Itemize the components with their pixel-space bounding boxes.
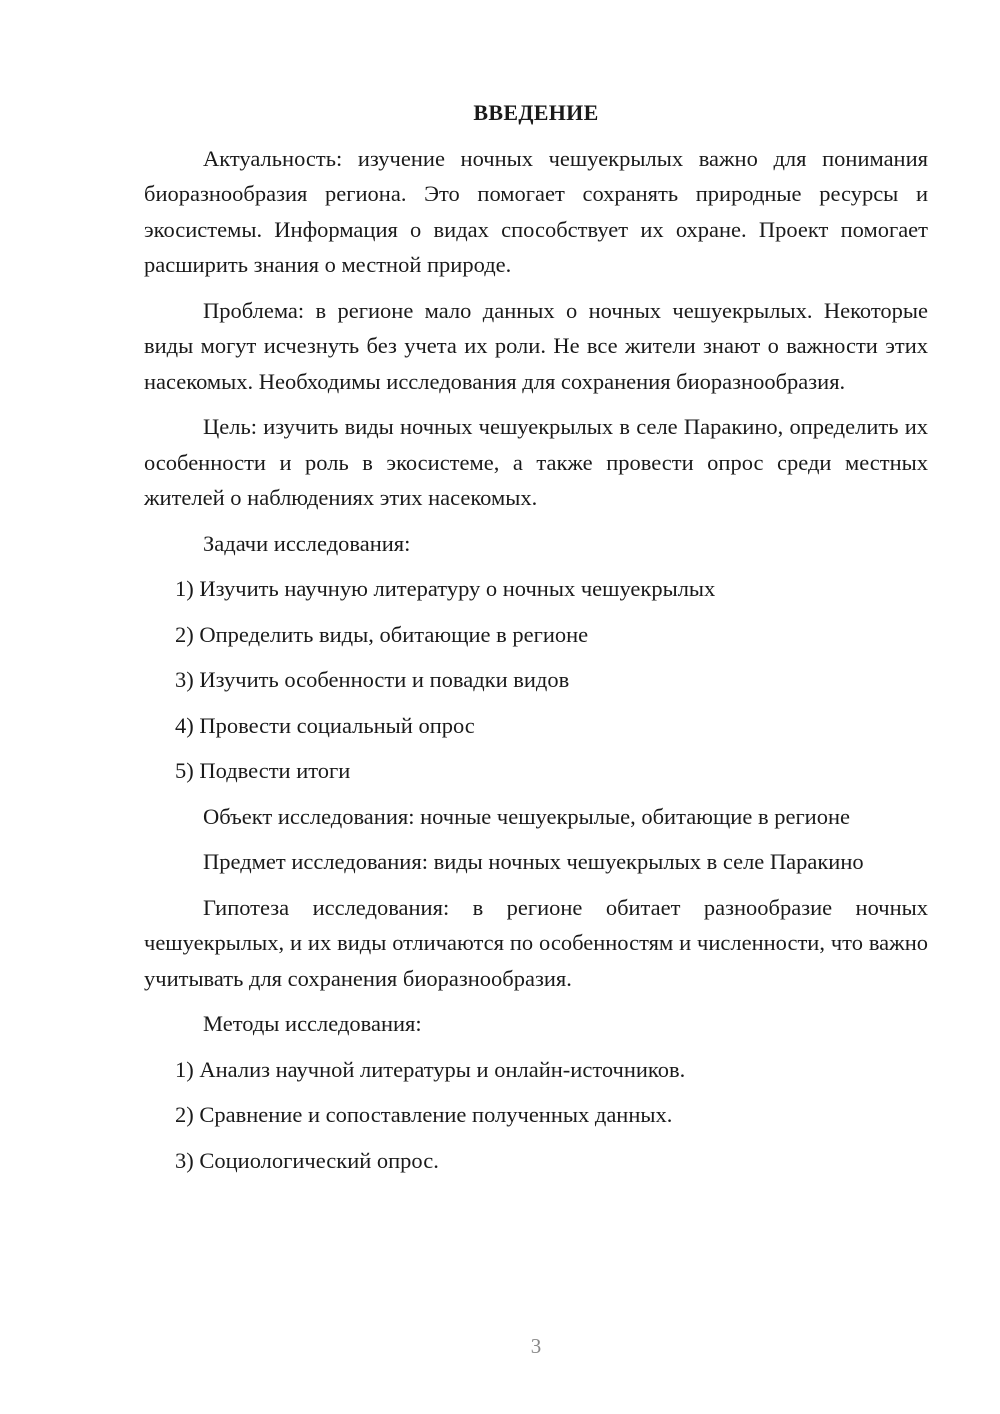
methods-heading: Методы исследования: <box>203 1011 422 1036</box>
tasks-heading: Задачи исследования: <box>203 530 411 556</box>
task-item: 1) Изучить научную литературу о ночных чешуекрылых <box>175 576 716 601</box>
goal-paragraph: Цель: изучить виды ночных чешуекрылых в селе Паракино, определить их особенности и роль в экосистеме, а также провести опрос среди местных жителей о наблюдениях этих насекомых. <box>144 414 928 510</box>
method-item: 3) Социологический опрос. <box>175 1147 439 1173</box>
page-content <box>144 95 928 1188</box>
task-item: 2) Определить виды, обитающие в регионе <box>175 621 589 647</box>
section-title: ВВЕДЕНИЕ <box>473 100 599 125</box>
object-paragraph: Объект исследования: ночные чешуекрылые, обитающие в регионе <box>203 803 850 829</box>
subject-paragraph: Предмет исследования: виды ночных чешуекрылых в селе Паракино <box>203 849 864 874</box>
task-item: 3) Изучить особенности и повадки видов <box>175 667 570 692</box>
page-number: 3 <box>530 1334 542 1358</box>
task-item: 4) Провести социальный опрос <box>175 712 475 738</box>
method-item: 2) Сравнение и сопоставление полученных данных. <box>175 1102 673 1127</box>
hypothesis-paragraph: Гипотеза исследования: в регионе обитает разнообразие ночных чешуекрылых, и их виды отличаются по особенностям и численности, что важно учитывать для сохранения биоразнообразия. <box>144 894 928 991</box>
task-item: 5) Подвести итоги <box>175 758 351 783</box>
relevance-paragraph: Актуальность: изучение ночных чешуекрылых важно для понимания биоразнообразия региона. Это помогает сохранять природные ресурсы и экосистемы. Информация о видах способствует их охране. Проект помогает расширить знания о местной природе. <box>144 145 928 277</box>
problem-paragraph: Проблема: в регионе мало данных о ночных чешуекрылых. Некоторые виды могут исчезнуть без учета их роли. Не все жители знают о важности этих насекомых. Необходимы исследования для сохранения биоразнообразия. <box>144 297 928 394</box>
method-item: 1) Анализ научной литературы и онлайн-источников. <box>175 1056 686 1082</box>
